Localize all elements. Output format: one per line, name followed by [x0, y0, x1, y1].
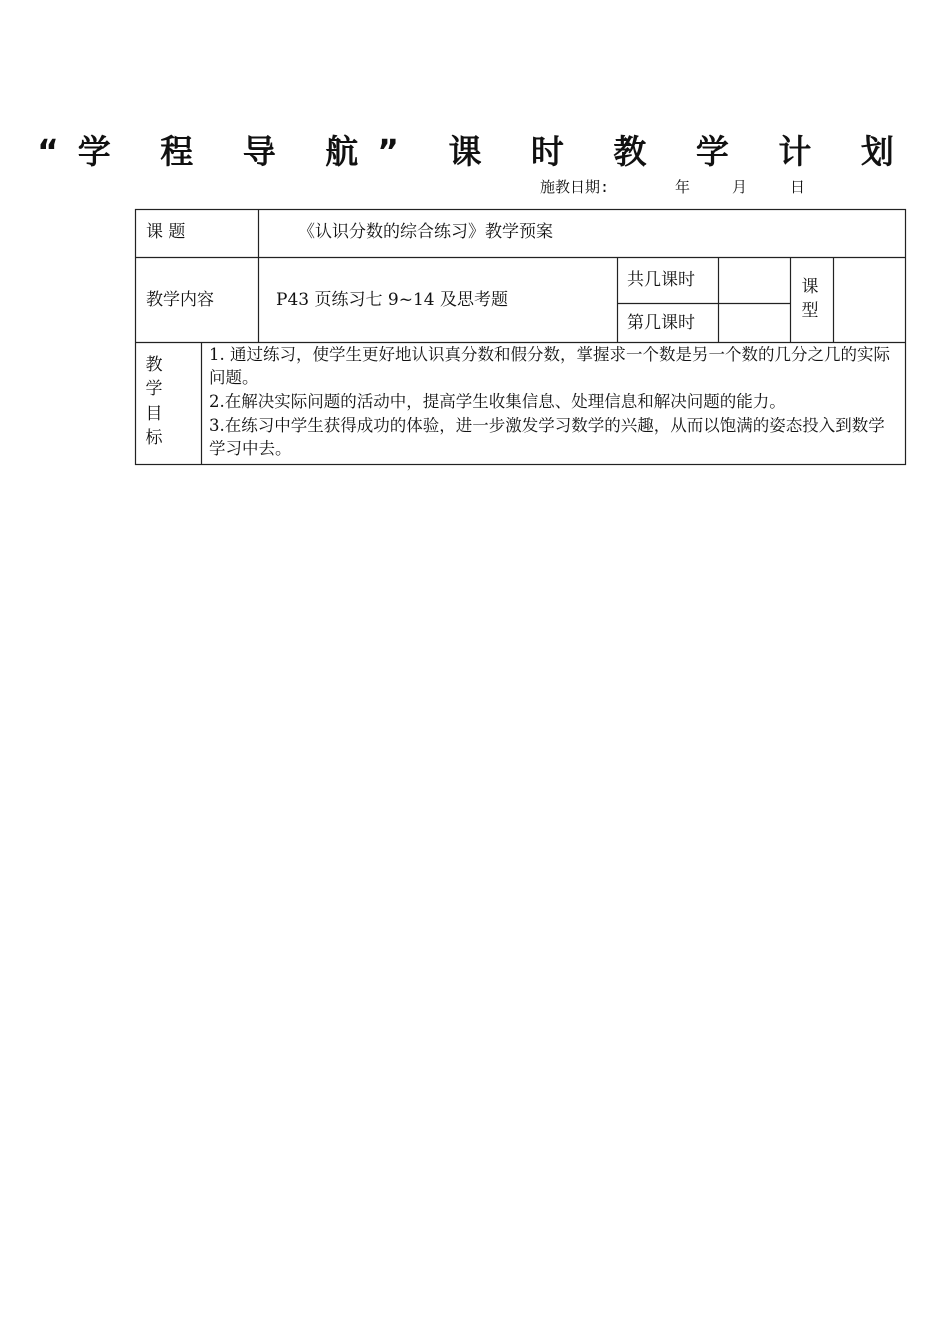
- goal-item-3: 3.在练习中学生获得成功的体验，进一步激发学习数学的兴趣，从而以饱满的姿态投入到数学学习中去。: [209, 416, 885, 458]
- lesson-type-label-1: 课: [801, 277, 819, 297]
- goal-item-1: 1. 通过练习，使学生更好地认识真分数和假分数，掌握求一个数是另一个数的几分之几的实际问题。: [209, 345, 890, 387]
- goals-label-char: 学: [145, 379, 163, 399]
- goals-label-char: 教: [145, 355, 163, 375]
- topic-value: 《认识分数的综合练习》教学预案: [298, 222, 553, 242]
- year-label: 年: [675, 178, 691, 196]
- goals-label-char: 目: [145, 404, 163, 424]
- lesson-type-label-2: 型: [801, 301, 819, 321]
- date-label: 施教日期:: [540, 178, 610, 196]
- month-label: 月: [732, 178, 748, 196]
- content-value: P43 页练习七 9~14 及思考题: [276, 290, 508, 310]
- page-title: “学 程 导 航” 课 时 教 学 计 划: [37, 132, 913, 171]
- day-label: 日: [790, 178, 806, 196]
- topic-label: 课 题: [146, 222, 186, 242]
- which-hour-label: 第几课时: [627, 313, 695, 333]
- total-hours-label: 共几课时: [627, 270, 695, 290]
- goals-label-char: 标: [145, 428, 163, 448]
- content-label: 教学内容: [146, 290, 214, 310]
- goal-item-2: 2.在解决实际问题的活动中，提高学生收集信息、处理信息和解决问题的能力。: [209, 392, 786, 411]
